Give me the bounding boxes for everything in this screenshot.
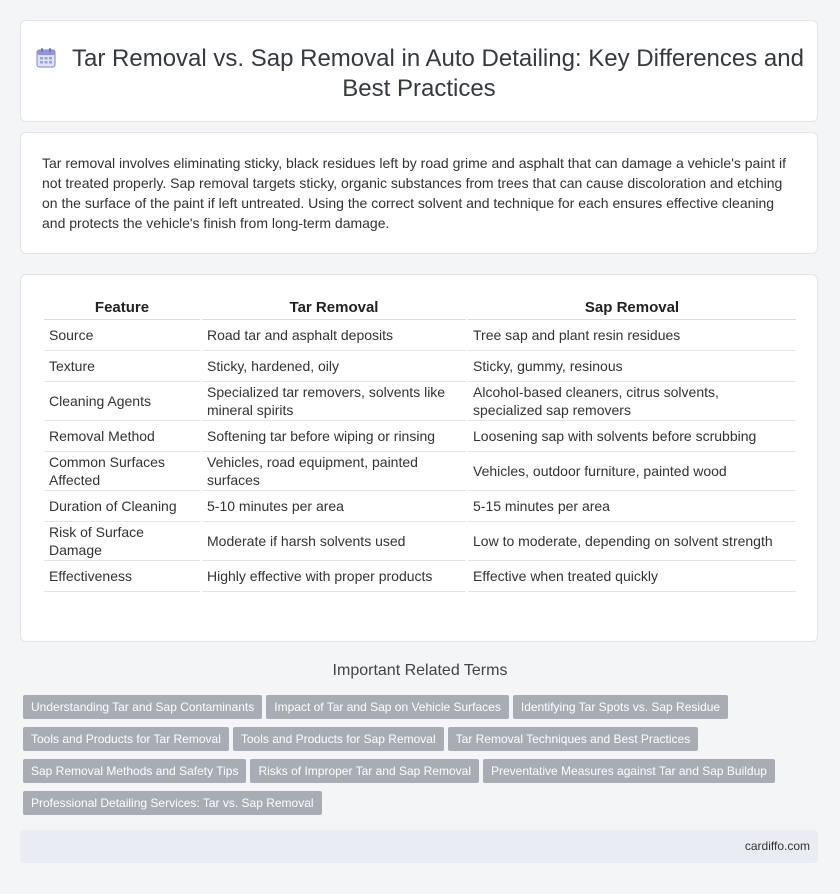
table-cell: Effectiveness	[44, 561, 200, 592]
intro-card	[20, 132, 818, 254]
related-term-tag[interactable]: Impact of Tar and Sap on Vehicle Surfaces	[266, 695, 509, 719]
table-cell: Removal Method	[44, 421, 200, 452]
intro-paragraph: Tar removal involves eliminating sticky, black residues left by road grime and asphalt that can damage a vehicle's paint if not treated properly. Sap removal targets sticky, organic substances from trees that can cause discoloration and etching on the surface of the paint if left untreated. Using the correct solvent and technique for each ensures effective cleaning and protects the vehicle's finish from long-term damage.	[42, 155, 787, 231]
header-tar-removal: Tar Removal	[202, 295, 466, 320]
table-cell: Sticky, hardened, oily	[202, 351, 466, 382]
footer-site-link[interactable]: cardiffo.com	[744, 839, 810, 853]
table-cell: Risk of Surface Damage	[44, 522, 200, 561]
table-row	[44, 351, 796, 382]
table-cell: Effective when treated quickly	[468, 561, 796, 592]
table-row	[44, 491, 796, 522]
related-term-tag[interactable]: Tools and Products for Sap Removal	[233, 727, 444, 751]
comparison-table	[42, 295, 798, 592]
related-term-tag[interactable]: Understanding Tar and Sap Contaminants	[23, 695, 262, 719]
related-term-tag[interactable]: Tools and Products for Tar Removal	[23, 727, 229, 751]
page-title	[21, 44, 817, 104]
comparison-card	[20, 274, 818, 642]
table-cell: Cleaning Agents	[44, 382, 200, 421]
table-row	[44, 561, 796, 592]
footer	[20, 830, 818, 863]
table-cell: Road tar and asphalt deposits	[202, 320, 466, 351]
related-term-tag[interactable]: Risks of Improper Tar and Sap Removal	[250, 759, 479, 783]
table-cell: Alcohol-based cleaners, citrus solvents, specialized sap removers	[468, 382, 796, 421]
header-sap-removal: Sap Removal	[468, 295, 796, 320]
table-cell: Low to moderate, depending on solvent strength	[468, 522, 796, 561]
related-term-tag[interactable]: Sap Removal Methods and Safety Tips	[23, 759, 246, 783]
related-term-tag[interactable]: Identifying Tar Spots vs. Sap Residue	[513, 695, 728, 719]
table-cell: Vehicles, road equipment, painted surfaces	[202, 452, 466, 491]
table-cell: 5-15 minutes per area	[468, 491, 796, 522]
calendar-icon	[34, 46, 58, 70]
title-card	[20, 20, 818, 122]
table-cell: Common Surfaces Affected	[44, 452, 200, 491]
table-cell: Softening tar before wiping or rinsing	[202, 421, 466, 452]
table-cell: Specialized tar removers, solvents like mineral spirits	[202, 382, 466, 421]
related-terms-heading: Important Related Terms	[332, 662, 508, 679]
related-term-tag[interactable]: Professional Detailing Services: Tar vs. Sap Removal	[23, 791, 322, 815]
table-cell: Sticky, gummy, resinous	[468, 351, 796, 382]
title-text: Tar Removal vs. Sap Removal in Auto Detailing: Key Differences and Best Practices	[72, 45, 804, 102]
table-row	[44, 421, 796, 452]
table-cell: Moderate if harsh solvents used	[202, 522, 466, 561]
related-term-tag[interactable]: Tar Removal Techniques and Best Practices	[448, 727, 699, 751]
related-term-tag[interactable]: Preventative Measures against Tar and Sap Buildup	[483, 759, 775, 783]
table-cell: Tree sap and plant resin residues	[468, 320, 796, 351]
table-header-row	[44, 295, 796, 320]
table-cell: Duration of Cleaning	[44, 491, 200, 522]
table-cell: 5-10 minutes per area	[202, 491, 466, 522]
table-row	[44, 452, 796, 491]
table-row	[44, 382, 796, 421]
table-cell: Highly effective with proper products	[202, 561, 466, 592]
table-cell: Source	[44, 320, 200, 351]
table-cell: Texture	[44, 351, 200, 382]
table-cell: Vehicles, outdoor furniture, painted wood	[468, 452, 796, 491]
table-cell: Loosening sap with solvents before scrubbing	[468, 421, 796, 452]
header-feature: Feature	[44, 295, 200, 320]
related-terms-list	[23, 695, 823, 823]
table-row	[44, 320, 796, 351]
table-row	[44, 522, 796, 561]
